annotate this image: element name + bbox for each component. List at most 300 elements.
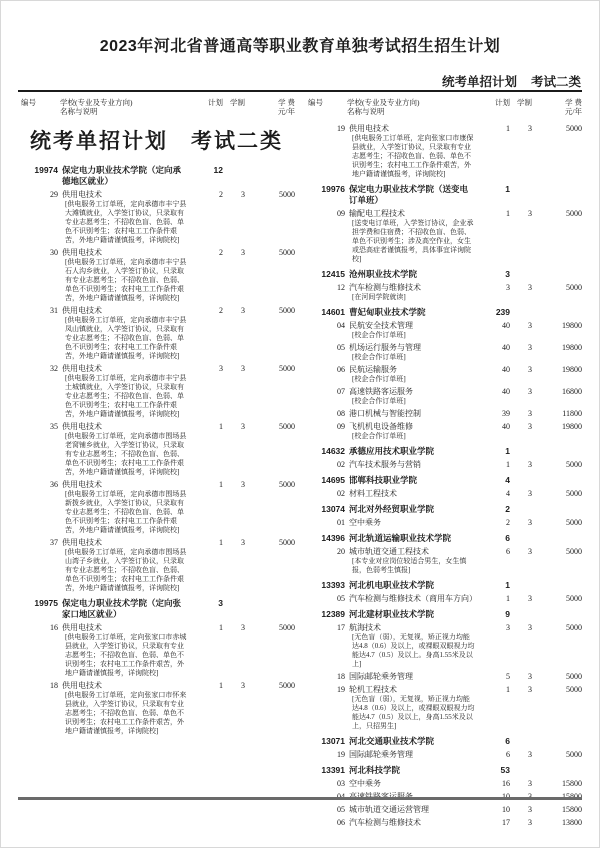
row-plan: 40	[502, 321, 510, 330]
row-name: 供用电技术	[62, 306, 102, 315]
program-row	[18, 480, 295, 535]
program-row	[305, 365, 582, 384]
header-id: 编号	[308, 98, 323, 107]
row-name-cell	[58, 306, 189, 361]
row-years: 3	[241, 538, 245, 547]
school-row	[305, 765, 582, 776]
header-plan: 计划	[495, 98, 510, 107]
row-plan: 40	[502, 365, 510, 374]
row-years: 3	[528, 547, 532, 556]
school-row	[305, 504, 582, 515]
row-name-cell	[345, 765, 476, 776]
program-row	[305, 594, 582, 604]
row-name-cell	[58, 538, 189, 593]
row-name-cell	[58, 480, 189, 535]
program-row	[18, 422, 295, 477]
row-plan: 1	[219, 480, 223, 489]
header-years: 学制	[230, 98, 245, 107]
row-name-cell	[345, 547, 476, 575]
row-name: 河北对外经贸职业学院	[349, 504, 435, 514]
program-row	[305, 805, 582, 815]
row-id: 17	[337, 623, 345, 632]
row-plan: 2	[505, 504, 510, 514]
row-id: 12389	[321, 609, 345, 619]
row-name-cell	[345, 283, 476, 302]
row-name: 河北建材职业技术学院	[349, 609, 435, 619]
program-row	[305, 685, 582, 731]
program-row	[305, 422, 582, 441]
row-name: 港口机械与智能控制	[349, 409, 421, 418]
row-note: [供电服务工订单班，定向张家口市赤城县就业，入学签订协议，只录取有专业志愿考生；不招收色盲、色弱、单色不识别考生；农村电工工作条件艰苦，外地户籍请谨慎报考，详询院校]	[65, 633, 187, 677]
row-plan: 2	[219, 190, 223, 199]
row-name-cell	[345, 365, 476, 384]
row-fee: 19800	[562, 343, 582, 352]
program-row	[305, 489, 582, 499]
row-years: 3	[528, 818, 532, 827]
program-row	[305, 779, 582, 789]
row-note: [供电服务工订单班，定向张家口市康保县就业，入学签订协议，只录取有专业志愿考生；不招收色盲、色弱、单色不识别考生；农村电工工作条件艰苦，外地户籍请谨慎报考，详询院校]	[352, 134, 474, 178]
row-name: 供用电技术	[62, 681, 102, 690]
row-plan: 3	[505, 269, 510, 279]
row-fee: 19800	[562, 321, 582, 330]
row-name: 高速铁路客运服务	[349, 387, 413, 396]
row-name-cell	[345, 307, 476, 318]
row-plan: 6	[506, 750, 510, 759]
row-note: [供电服务工订单班，定向承德市丰宁县凤山镇就业，入学签订协议，只录取有专业志愿考生；不招收色盲、色弱、单色不识别考生；农村电工工作条件艰苦，外地户籍请谨慎报考，详询院校]	[65, 316, 187, 360]
row-name: 承德应用技术职业学院	[349, 446, 435, 456]
school-row	[18, 598, 295, 620]
row-name-cell	[345, 489, 476, 499]
row-fee: 15800	[562, 779, 582, 788]
row-id: 03	[337, 779, 345, 788]
row-fee: 5000	[279, 306, 295, 315]
program-row	[305, 818, 582, 828]
row-plan: 1	[506, 209, 510, 218]
row-name-cell	[58, 623, 189, 678]
row-name-cell	[345, 422, 476, 441]
row-id: 19	[337, 124, 345, 133]
row-note: [无色盲（弱），无复视，矫正视力均能达4.8（0.6）及以上，或裸眼双眼视力均能达4.7（0.5）及以上，身高1.55米及以上，只招男生]	[352, 695, 475, 730]
row-name-cell	[345, 805, 476, 815]
row-years: 3	[528, 343, 532, 352]
row-name: 邯郸科技职业学院	[349, 475, 418, 485]
row-id: 35	[50, 422, 58, 431]
header-school-line2: 名称与说明	[347, 107, 385, 116]
row-fee: 5000	[566, 594, 582, 603]
program-row	[305, 124, 582, 179]
row-note: [在河间学院就读]	[352, 293, 406, 301]
row-name-cell	[345, 672, 476, 682]
program-row	[305, 209, 582, 264]
row-id: 13391	[321, 765, 345, 775]
row-plan: 40	[502, 387, 510, 396]
row-years: 3	[528, 365, 532, 374]
row-name: 供用电技术	[62, 364, 102, 373]
row-id: 14396	[321, 533, 345, 543]
row-id: 02	[337, 489, 345, 498]
row-fee: 19800	[562, 422, 582, 431]
row-plan: 6	[505, 533, 510, 543]
row-id: 09	[337, 209, 345, 218]
row-plan: 2	[219, 306, 223, 315]
row-name: 空中乘务	[349, 779, 381, 788]
row-years: 3	[241, 681, 245, 690]
row-fee: 5000	[279, 681, 295, 690]
program-row	[305, 409, 582, 419]
header-school-line2: 名称与说明	[60, 107, 98, 116]
row-years: 3	[528, 518, 532, 527]
row-name: 沧州职业技术学院	[349, 269, 418, 279]
row-id: 14632	[321, 446, 345, 456]
row-years: 3	[528, 209, 532, 218]
row-name: 保定电力职业技术学院（定向张家口地区就业）	[62, 598, 182, 619]
row-name: 空中乘务	[349, 518, 381, 527]
row-fee: 5000	[279, 248, 295, 257]
left-column	[18, 121, 295, 736]
plan-type-label: 统考单招计划	[441, 75, 517, 89]
row-years: 3	[528, 685, 532, 694]
row-name-cell	[58, 422, 189, 477]
row-plan: 12	[213, 165, 223, 175]
row-name-cell	[345, 685, 476, 731]
row-name: 河北科技学院	[349, 765, 401, 775]
row-name-cell	[345, 518, 476, 528]
row-fee: 5000	[566, 685, 582, 694]
row-fee: 15800	[562, 805, 582, 814]
row-years: 3	[241, 480, 245, 489]
row-id: 36	[50, 480, 58, 489]
row-name: 汽车检测与维修技术	[349, 283, 421, 292]
row-id: 13393	[321, 580, 345, 590]
row-id: 30	[50, 248, 58, 257]
header-school-line1: 学校(专业及专业方向)	[60, 98, 133, 107]
row-id: 04	[337, 321, 345, 330]
row-id: 18	[337, 672, 345, 681]
row-years: 3	[528, 321, 532, 330]
row-name: 保定电力职业技术学院（送变电订单班）	[349, 184, 469, 205]
row-note: [供电服务工订单班，定向承德市围场县老窝铺乡就业，入学签订协议，只录取有专业志愿考生；不招收色盲、色弱、单色不识别考生；农村电工工作条件艰苦，外地户籍请谨慎报考，详询院校]	[65, 432, 187, 476]
row-name: 曹妃甸职业技术学院	[349, 307, 426, 317]
program-row	[18, 248, 295, 303]
row-fee: 13800	[562, 818, 582, 827]
row-name: 材料工程技术	[349, 489, 397, 498]
row-name: 汽车检测与维修技术	[349, 818, 421, 827]
row-years: 3	[528, 750, 532, 759]
row-plan: 1	[219, 681, 223, 690]
row-years: 3	[528, 623, 532, 632]
row-name-cell	[58, 598, 189, 620]
program-row	[18, 623, 295, 678]
row-fee: 5000	[279, 480, 295, 489]
program-row	[305, 321, 582, 340]
program-row	[18, 190, 295, 245]
row-name: 输配电工程技术	[349, 209, 405, 218]
program-row	[18, 538, 295, 593]
school-row	[305, 609, 582, 620]
exam-category-label: 考试二类	[530, 75, 581, 89]
row-id: 37	[50, 538, 58, 547]
school-row	[18, 165, 295, 187]
row-id: 19976	[321, 184, 345, 194]
header-school	[345, 98, 476, 116]
row-name: 飞机机电设备维修	[349, 422, 413, 431]
school-row	[305, 184, 582, 206]
row-years: 3	[241, 306, 245, 315]
row-id: 05	[337, 594, 345, 603]
row-plan: 40	[502, 343, 510, 352]
program-row	[18, 364, 295, 419]
header-fee-line1: 学 费	[278, 98, 295, 107]
program-row	[305, 672, 582, 682]
row-plan: 3	[218, 598, 223, 608]
table-header-left	[18, 98, 295, 116]
row-note: [校企合作订单班]	[352, 432, 406, 440]
row-years: 3	[241, 623, 245, 632]
row-years: 3	[528, 779, 532, 788]
row-note: [供电服务工订单班，定向张家口市怀来县就业，入学签订协议，只录取有专业志愿考生；不招收色盲、色弱、单色不识别考生；农村电工工作条件艰苦，外地户籍请谨慎报考，详询院校]	[65, 691, 187, 735]
row-id: 07	[337, 387, 345, 396]
row-note: [送变电订单班，入学签订协议，企业承担学费和住宿费；不招收色盲、色弱、单色不识别考生；涉及高空作业，女生或恐高症者谨慎报考，具体事宜详询院校]	[352, 219, 474, 263]
row-name: 城市轨道交通运营管理	[349, 805, 429, 814]
row-name-cell	[345, 387, 476, 406]
footer-rule	[18, 797, 582, 800]
header-rule	[18, 90, 582, 92]
row-id: 08	[337, 409, 345, 418]
row-plan: 1	[506, 594, 510, 603]
row-fee: 11800	[562, 409, 582, 418]
school-row	[305, 580, 582, 591]
row-name-cell	[345, 609, 476, 620]
row-years: 3	[528, 124, 532, 133]
row-plan: 3	[506, 623, 510, 632]
row-fee: 5000	[566, 547, 582, 556]
row-name: 轮机工程技术	[349, 685, 397, 694]
row-fee: 5000	[279, 364, 295, 373]
row-id: 06	[337, 365, 345, 374]
row-name-cell	[345, 184, 476, 206]
header-school-line1: 学校(专业及专业方向)	[347, 98, 420, 107]
row-name: 供用电技术	[62, 538, 102, 547]
row-name: 机场运行服务与管理	[349, 343, 421, 352]
row-name-cell	[345, 269, 476, 280]
row-fee: 5000	[566, 283, 582, 292]
row-years: 3	[241, 364, 245, 373]
header-plan: 计划	[208, 98, 223, 107]
row-plan: 1	[219, 422, 223, 431]
row-years: 3	[528, 422, 532, 431]
row-plan: 1	[219, 538, 223, 547]
row-id: 12415	[321, 269, 345, 279]
row-plan: 9	[505, 609, 510, 619]
header-fee-line1: 学 费	[565, 98, 582, 107]
row-name-cell	[345, 736, 476, 747]
row-name-cell	[345, 475, 476, 486]
header-fee-line2: 元/年	[277, 107, 295, 116]
row-fee: 5000	[566, 460, 582, 469]
row-fee: 5000	[566, 124, 582, 133]
row-plan: 10	[502, 805, 510, 814]
row-plan: 4	[505, 475, 510, 485]
row-note: [校企合作订单班]	[352, 353, 406, 361]
program-row	[305, 460, 582, 470]
header-fee	[245, 98, 295, 116]
row-name-cell	[345, 209, 476, 264]
row-years: 3	[528, 805, 532, 814]
program-row	[305, 283, 582, 302]
row-note: [供电服务工订单班，定向承德市丰宁县石人沟乡就业，入学签订协议，只录取有专业志愿考生；不招收色盲、色弱、单色不识别考生；农村电工工作条件艰苦，外地户籍请谨慎报考，详询院校]	[65, 258, 187, 302]
row-name-cell	[345, 124, 476, 179]
row-plan: 2	[506, 518, 510, 527]
row-note: [供电服务工订单班，定向承德市围场县山湾子乡就业，入学签订协议，只录取有专业志愿考生；不招收色盲、色弱、单色不识别考生；农村电工工作条件艰苦，外地户籍请谨慎报考，详询院校]	[65, 548, 187, 592]
row-years: 3	[528, 594, 532, 603]
row-name: 航海技术	[349, 623, 381, 632]
row-plan: 16	[502, 779, 510, 788]
row-name: 供用电技术	[62, 248, 102, 257]
row-fee: 5000	[279, 623, 295, 632]
row-plan: 2	[219, 248, 223, 257]
school-row	[305, 269, 582, 280]
row-name: 国际邮轮乘务管理	[349, 672, 413, 681]
row-id: 18	[50, 681, 58, 690]
row-fee: 5000	[566, 209, 582, 218]
row-plan: 3	[219, 364, 223, 373]
row-fee: 19800	[562, 365, 582, 374]
row-name-cell	[345, 533, 476, 544]
row-note: [供电服务工订单班，定向承德市丰宁县土城镇就业，入学签订协议，只录取有专业志愿考生；不招收色盲、色弱、单色不识别考生；农村电工工作条件艰苦，外地户籍请谨慎报考，详询院校]	[65, 374, 187, 418]
row-id: 14695	[321, 475, 345, 485]
row-name: 供用电技术	[349, 124, 389, 133]
row-name: 汽车技术服务与营销	[349, 460, 421, 469]
row-plan: 1	[506, 460, 510, 469]
row-plan: 39	[502, 409, 510, 418]
row-fee: 5000	[279, 422, 295, 431]
row-years: 3	[241, 422, 245, 431]
row-years: 3	[528, 489, 532, 498]
row-name: 城市轨道交通工程技术	[349, 547, 429, 556]
school-row	[305, 533, 582, 544]
row-id: 01	[337, 518, 345, 527]
row-fee: 5000	[566, 623, 582, 632]
row-plan: 1	[219, 623, 223, 632]
program-row	[18, 681, 295, 736]
header-id: 编号	[21, 98, 36, 107]
row-years: 3	[528, 387, 532, 396]
row-name: 供用电技术	[62, 480, 102, 489]
program-row	[305, 750, 582, 760]
row-years: 3	[528, 283, 532, 292]
page-title: 2023年河北省普通高等职业教育单独考试招生招生计划	[99, 38, 501, 55]
school-row	[305, 307, 582, 318]
row-plan: 3	[506, 283, 510, 292]
row-plan: 4	[506, 489, 510, 498]
program-row	[305, 623, 582, 669]
row-name-cell	[345, 623, 476, 669]
school-row	[305, 736, 582, 747]
row-name: 国际邮轮乘务管理	[349, 750, 413, 759]
row-name-cell	[345, 343, 476, 362]
header-school	[58, 98, 189, 116]
program-row	[305, 547, 582, 575]
row-plan: 17	[502, 818, 510, 827]
row-name: 供用电技术	[62, 190, 102, 199]
program-row	[305, 518, 582, 528]
row-id: 29	[50, 190, 58, 199]
row-note: [校企合作订单班]	[352, 331, 406, 339]
row-name-cell	[58, 248, 189, 303]
header-years: 学制	[517, 98, 532, 107]
right-column	[305, 121, 582, 828]
row-note: [本专业对应岗位较适合男生，女生慎报，色弱考生慎报]	[352, 557, 467, 574]
row-id: 02	[337, 460, 345, 469]
row-id: 20	[337, 547, 345, 556]
row-id: 19	[337, 685, 345, 694]
row-plan: 1	[505, 446, 510, 456]
row-name-cell	[58, 165, 189, 187]
row-name: 民航安全技术管理	[349, 321, 413, 330]
row-id: 13071	[321, 736, 345, 746]
row-plan: 6	[505, 736, 510, 746]
row-name: 河北交通职业技术学院	[349, 736, 435, 746]
row-plan: 53	[500, 765, 510, 775]
row-name-cell	[345, 594, 476, 604]
row-id: 05	[337, 805, 345, 814]
row-name-cell	[345, 504, 476, 515]
row-name-cell	[345, 321, 476, 340]
row-plan: 1	[506, 124, 510, 133]
row-name: 供用电技术	[62, 623, 102, 632]
row-plan: 1	[506, 685, 510, 694]
row-id: 06	[337, 818, 345, 827]
row-name-cell	[345, 409, 476, 419]
row-fee: 5000	[279, 190, 295, 199]
row-name: 民航运输服务	[349, 365, 397, 374]
table-header-right	[305, 98, 582, 116]
row-id: 19975	[34, 598, 58, 608]
program-row	[305, 387, 582, 406]
school-row	[305, 475, 582, 486]
row-fee: 5000	[566, 518, 582, 527]
row-note: [校企合作订单班]	[352, 397, 406, 405]
row-name-cell	[58, 190, 189, 245]
row-years: 3	[528, 672, 532, 681]
row-name-cell	[345, 446, 476, 457]
row-note: [供电服务工订单班，定向承德市丰宁县大滩镇就业，入学签订协议，只录取有专业志愿考生；不招收色盲、色弱、单色不识别考生；农村电工工作条件艰苦，外地户籍请谨慎报考，详询院校]	[65, 200, 187, 244]
school-row	[305, 446, 582, 457]
row-name: 河北机电职业技术学院	[349, 580, 435, 590]
row-id: 32	[50, 364, 58, 373]
row-id: 19974	[34, 165, 58, 175]
row-fee: 5000	[566, 672, 582, 681]
table-headers	[18, 98, 582, 116]
row-plan: 1	[505, 184, 510, 194]
row-name-cell	[345, 460, 476, 470]
row-name: 河北轨道运输职业技术学院	[349, 533, 452, 543]
row-years: 3	[241, 248, 245, 257]
row-name-cell	[58, 364, 189, 419]
program-row	[18, 306, 295, 361]
row-plan: 239	[495, 307, 510, 317]
row-years: 3	[528, 409, 532, 418]
row-id: 13074	[321, 504, 345, 514]
section-heading: 统考单招计划 考试二类	[30, 130, 283, 153]
row-name-cell	[58, 681, 189, 736]
plan-type-header	[442, 72, 581, 90]
row-plan: 40	[502, 422, 510, 431]
row-fee: 16800	[562, 387, 582, 396]
row-note: [无色盲（弱），无复视，矫正视力均能达4.8（0.6）及以上，或裸眼双眼视力均能达4.7（0.5）及以上。身高1.55米及以上]	[352, 633, 475, 668]
row-name-cell	[345, 818, 476, 828]
row-fee: 5000	[566, 750, 582, 759]
